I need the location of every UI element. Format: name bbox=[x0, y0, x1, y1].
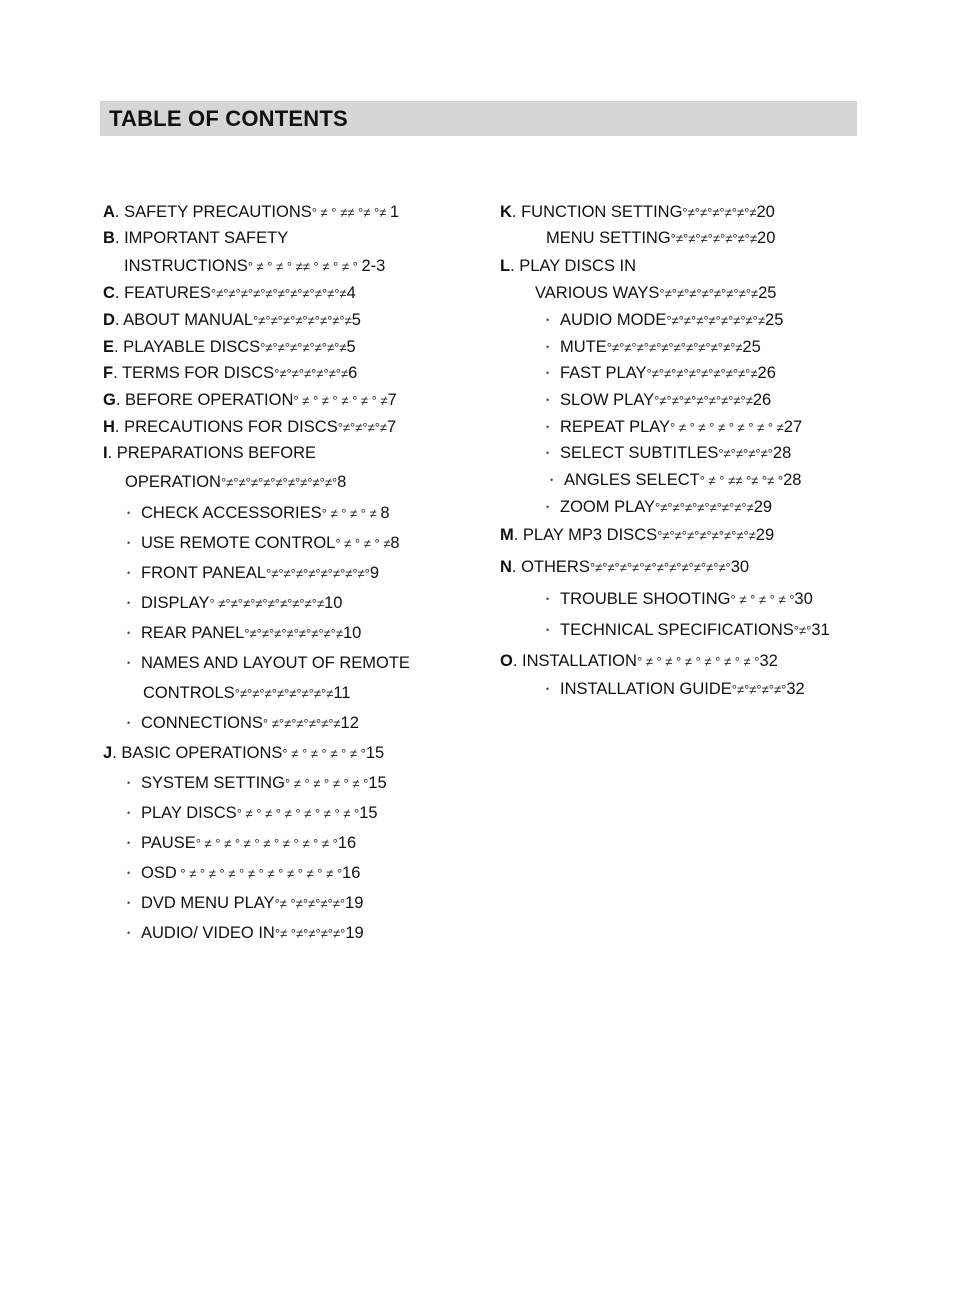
entry-title: . TERMS FOR DISCS bbox=[113, 364, 275, 382]
page-number: 25 bbox=[742, 338, 761, 356]
page-number: 27 bbox=[783, 418, 803, 436]
toc-entry bbox=[127, 863, 360, 884]
bullet-icon: • bbox=[127, 838, 131, 848]
dot-leader: °≠°≠°≠°≠°≠°≠°≠°≠ bbox=[234, 686, 334, 701]
page-number: 30 bbox=[794, 590, 813, 608]
entry-title: DVD MENU PLAY bbox=[141, 894, 275, 912]
toc-entry bbox=[103, 228, 288, 248]
entry-title: CONTROLS bbox=[143, 684, 235, 702]
page-number: 31 bbox=[811, 621, 830, 639]
entry-title: SYSTEM SETTING bbox=[141, 774, 285, 792]
toc-entry bbox=[127, 803, 378, 824]
dot-leader: °≠°≠°≠°≠°≠°≠°≠°≠ bbox=[654, 393, 753, 408]
page-number: 15 bbox=[365, 744, 385, 762]
entry-title: PAUSE bbox=[141, 834, 196, 852]
entry-title: OSD bbox=[141, 864, 177, 882]
page-number: 19 bbox=[345, 894, 364, 912]
dot-leader: ° ≠ ° ≠ ° ≠ ° ≠ ° ≠ ° ≠ bbox=[670, 420, 784, 435]
entry-title: . IMPORTANT SAFETY bbox=[114, 229, 289, 247]
page-number: 10 bbox=[324, 594, 343, 612]
toc-entry bbox=[546, 679, 805, 700]
dot-leader: °≠°≠°≠°≠° bbox=[731, 682, 787, 697]
section-letter: H bbox=[103, 418, 115, 436]
dot-leader: °≠°≠°≠°≠°≠°≠°≠°≠°≠°≠°≠° bbox=[589, 560, 731, 575]
entry-title: . OTHERS bbox=[511, 558, 590, 576]
bullet-icon: • bbox=[127, 568, 131, 578]
toc-entry bbox=[127, 923, 364, 944]
dot-leader: °≠°≠°≠°≠°≠°≠°≠°≠°≠°≠°≠ bbox=[606, 340, 743, 355]
toc-entry bbox=[500, 525, 774, 546]
entry-title: MUTE bbox=[560, 338, 607, 356]
page-number: 29 bbox=[755, 526, 775, 544]
toc-entry bbox=[500, 651, 778, 672]
page-number: 25 bbox=[765, 311, 784, 329]
dot-leader: °≠°≠°≠°≠ bbox=[337, 420, 388, 435]
section-letter: F bbox=[103, 364, 114, 382]
dot-leader: °≠°≠°≠°≠°≠°≠°≠°≠°≠° bbox=[220, 475, 338, 490]
toc-entry bbox=[103, 443, 316, 463]
page-number: 30 bbox=[730, 558, 750, 576]
entry-title: AUDIO MODE bbox=[560, 311, 667, 329]
toc-entry bbox=[546, 620, 830, 641]
entry-title: NAMES AND LAYOUT OF REMOTE bbox=[141, 654, 410, 672]
page-number: 4 bbox=[346, 284, 356, 302]
entry-title: . SAFETY PRECAUTIONS bbox=[114, 203, 312, 221]
page-number: 5 bbox=[351, 311, 361, 329]
page-number: 25 bbox=[758, 284, 777, 302]
bullet-icon: • bbox=[546, 395, 550, 405]
dot-leader: ° ≠°≠°≠°≠°≠°≠ bbox=[262, 716, 341, 731]
entry-title: USE REMOTE CONTROL bbox=[141, 534, 336, 552]
entry-title: . FUNCTION SETTING bbox=[511, 203, 683, 221]
toc-entry bbox=[143, 683, 351, 704]
page-number: 32 bbox=[786, 680, 805, 698]
toc-entry bbox=[127, 653, 410, 673]
page-number: 5 bbox=[346, 338, 356, 356]
page-number: 8 bbox=[390, 534, 400, 552]
toc-entry bbox=[103, 390, 397, 411]
dot-leader: ° ≠ ° ≠ ° ≠ ° ≠ ° ≠ bbox=[293, 393, 388, 408]
dot-leader: °≠°≠°≠°≠°≠°≠°≠°≠ bbox=[253, 313, 352, 328]
header-bar bbox=[100, 101, 857, 136]
toc-entry bbox=[500, 256, 636, 276]
entry-title: ANGLES SELECT bbox=[564, 471, 700, 489]
section-letter: B bbox=[103, 229, 115, 247]
bullet-icon: • bbox=[546, 368, 550, 378]
dot-leader: ° ≠ ° ≠ ° ≠ ° bbox=[730, 592, 795, 607]
dot-leader: °≠°≠°≠°≠°≠°≠°≠°≠ bbox=[657, 528, 756, 543]
dot-leader: ° ≠ ° ≠ ° ≠ ° ≠ ° ≠ ° ≠ ° bbox=[636, 654, 760, 669]
section-letter: K bbox=[500, 203, 512, 221]
dot-leader: °≠°≠°≠°≠°≠°≠ bbox=[682, 205, 757, 220]
entry-title: SLOW PLAY bbox=[560, 391, 655, 409]
section-letter: G bbox=[103, 391, 116, 409]
toc-entry bbox=[124, 256, 385, 277]
bullet-icon: • bbox=[546, 422, 550, 432]
entry-title: VARIOUS WAYS bbox=[535, 284, 660, 302]
dot-leader: °≠ °≠°≠°≠°≠° bbox=[274, 926, 346, 941]
toc-entry bbox=[546, 363, 776, 384]
page-number: 1 bbox=[389, 203, 400, 221]
toc-entry bbox=[546, 310, 783, 331]
bullet-icon: • bbox=[127, 508, 131, 518]
dot-leader: ° ≠ ° ≠ ° ≠ ° ≠ ° ≠ ° ≠ ° ≠ ° ≠ ° bbox=[176, 866, 343, 881]
dot-leader: °≠°≠°≠°≠°≠°≠ bbox=[274, 366, 349, 381]
bullet-icon: • bbox=[546, 502, 550, 512]
dot-leader: ° ≠ ° ≠≠ °≠ °≠ ° bbox=[699, 473, 784, 488]
toc-entry bbox=[103, 310, 361, 331]
bullet-icon: • bbox=[546, 684, 550, 694]
bullet-icon: • bbox=[546, 625, 550, 635]
toc-entry bbox=[127, 893, 363, 914]
dot-leader: °≠°≠°≠°≠°≠°≠°≠ bbox=[670, 231, 758, 246]
section-letter: J bbox=[103, 744, 113, 762]
page-number: 16 bbox=[337, 834, 357, 852]
page-title: TABLE OF CONTENTS bbox=[109, 106, 348, 131]
dot-leader: °≠°≠°≠°≠°≠°≠°≠°≠ bbox=[666, 313, 766, 328]
section-letter: E bbox=[103, 338, 115, 356]
dot-leader: ° ≠ ° ≠ ° ≠≠ ° ≠ ° ≠ ° bbox=[247, 259, 362, 274]
entry-title: . INSTALLATION bbox=[512, 652, 637, 670]
toc-entry bbox=[546, 337, 761, 358]
entry-title: AUDIO/ VIDEO IN bbox=[141, 924, 275, 942]
entry-title: . PREPARATIONS BEFORE bbox=[107, 444, 317, 462]
toc-entry bbox=[500, 557, 749, 578]
page-number: 26 bbox=[752, 391, 772, 409]
entry-title: INSTRUCTIONS bbox=[124, 257, 248, 275]
bullet-icon: • bbox=[127, 628, 131, 638]
page-number: 12 bbox=[340, 714, 359, 732]
dot-leader: °≠°≠°≠°≠°≠°≠°≠°≠°≠ bbox=[646, 366, 758, 381]
page-number: 19 bbox=[345, 924, 364, 942]
page-number: 20 bbox=[756, 203, 775, 221]
section-letter: I bbox=[103, 444, 108, 462]
dot-leader: °≠°≠°≠°≠°≠°≠°≠ bbox=[260, 340, 347, 355]
entry-title: PLAY DISCS bbox=[141, 804, 237, 822]
toc-entry bbox=[546, 589, 813, 610]
page-number: 32 bbox=[759, 652, 778, 670]
page-number: 2-3 bbox=[361, 257, 386, 275]
dot-leader: ° ≠ ° ≠ ° ≠ ° ≠ ° bbox=[282, 746, 366, 761]
bullet-icon: • bbox=[127, 868, 131, 878]
entry-title: SELECT SUBTITLES bbox=[560, 444, 719, 462]
bullet-icon: • bbox=[127, 658, 131, 668]
toc-entry bbox=[125, 472, 346, 493]
entry-title: . PRECAUTIONS FOR DISCS bbox=[114, 418, 338, 436]
entry-title: TROUBLE SHOOTING bbox=[560, 590, 731, 608]
bullet-icon: • bbox=[546, 448, 550, 458]
page-number: 28 bbox=[772, 444, 792, 462]
toc-entry bbox=[546, 443, 791, 464]
page-number: 16 bbox=[342, 864, 361, 882]
toc-entry bbox=[127, 773, 387, 794]
toc-entry bbox=[127, 623, 361, 644]
page-number: 26 bbox=[757, 364, 776, 382]
page-number: 6 bbox=[348, 364, 358, 382]
toc-entry bbox=[550, 470, 801, 491]
page-number: 28 bbox=[783, 471, 802, 489]
dot-leader: °≠°≠°≠°≠°≠°≠°≠°≠ bbox=[244, 626, 343, 641]
section-letter: D bbox=[103, 311, 115, 329]
dot-leader: °≠° bbox=[793, 623, 812, 638]
page-number: 9 bbox=[369, 564, 380, 582]
dot-leader: ° ≠ ° ≠ ° ≠ ° ≠ ° ≠ ° ≠ ° ≠ ° bbox=[195, 836, 338, 851]
entry-title: FRONT PANEAL bbox=[141, 564, 266, 582]
page-number: 8 bbox=[337, 473, 347, 491]
section-letter: C bbox=[103, 284, 115, 302]
dot-leader: ° ≠ ° ≠ ° ≠ bbox=[321, 506, 381, 521]
entry-title: . BEFORE OPERATION bbox=[115, 391, 294, 409]
toc-entry bbox=[103, 283, 356, 304]
toc-entry bbox=[500, 202, 775, 223]
toc-entry bbox=[103, 743, 384, 764]
dot-leader: °≠°≠°≠°≠° bbox=[718, 446, 773, 461]
dot-leader: °≠°≠°≠°≠°≠°≠°≠°≠°≠°≠°≠ bbox=[210, 286, 347, 301]
toc-entry bbox=[127, 593, 342, 614]
dot-leader: ° ≠ ° ≠ ° ≠ ° ≠ ° ≠ ° ≠ ° bbox=[236, 806, 360, 821]
entry-title: . PLAY DISCS IN bbox=[510, 257, 637, 275]
bullet-icon: • bbox=[127, 898, 131, 908]
toc-entry bbox=[127, 503, 390, 524]
bullet-icon: • bbox=[127, 538, 131, 548]
entry-title: INSTALLATION GUIDE bbox=[560, 680, 732, 698]
entry-title: CHECK ACCESSORIES bbox=[141, 504, 322, 522]
toc-entry bbox=[546, 228, 775, 249]
page-number: 11 bbox=[333, 684, 351, 702]
entry-title: MENU SETTING bbox=[546, 229, 671, 247]
toc-entry bbox=[546, 390, 771, 411]
toc-entry bbox=[127, 833, 356, 854]
page-number: 7 bbox=[387, 391, 397, 409]
bullet-icon: • bbox=[546, 342, 550, 352]
entry-title: REAR PANEL bbox=[141, 624, 245, 642]
toc-entry bbox=[546, 417, 802, 438]
entry-title: . PLAYABLE DISCS bbox=[114, 338, 261, 356]
page-number: 15 bbox=[359, 804, 378, 822]
page-number: 15 bbox=[368, 774, 387, 792]
section-letter: L bbox=[500, 257, 511, 275]
entry-title: TECHNICAL SPECIFICATIONS bbox=[560, 621, 794, 639]
section-letter: N bbox=[500, 558, 512, 576]
toc-entry bbox=[103, 202, 399, 223]
dot-leader: ° ≠ ° ≠ ° ≠ ° ≠ ° bbox=[284, 776, 369, 791]
bullet-icon: • bbox=[550, 475, 554, 485]
toc-entry bbox=[103, 417, 396, 438]
section-letter: M bbox=[500, 526, 514, 544]
entry-title: . ABOUT MANUAL bbox=[114, 311, 254, 329]
section-letter: O bbox=[500, 652, 513, 670]
section-letter: A bbox=[103, 203, 115, 221]
entry-title: CONNECTIONS bbox=[141, 714, 263, 732]
toc-entry bbox=[127, 563, 379, 584]
dot-leader: °≠ °≠°≠°≠°≠° bbox=[274, 896, 346, 911]
dot-leader: °≠°≠°≠°≠°≠°≠°≠°≠° bbox=[266, 566, 370, 581]
dot-leader: °≠°≠°≠°≠°≠°≠°≠°≠ bbox=[659, 286, 759, 301]
bullet-icon: • bbox=[127, 928, 131, 938]
toc-entry bbox=[127, 533, 400, 554]
page-number: 20 bbox=[757, 229, 776, 247]
bullet-icon: • bbox=[127, 808, 131, 818]
page-number: 10 bbox=[342, 624, 362, 642]
toc-entry bbox=[546, 497, 772, 518]
entry-title: OPERATION bbox=[125, 473, 221, 491]
dot-leader: °≠°≠°≠°≠°≠°≠°≠°≠ bbox=[655, 500, 754, 515]
entry-title: . PLAY MP3 DISCS bbox=[513, 526, 658, 544]
toc-entry bbox=[535, 283, 776, 304]
page-number: 29 bbox=[753, 498, 773, 516]
entry-title: ZOOM PLAY bbox=[560, 498, 656, 516]
bullet-icon: • bbox=[546, 315, 550, 325]
toc-entry bbox=[103, 337, 356, 358]
dot-leader: ° ≠ ° ≠ ° ≠ bbox=[335, 536, 391, 551]
entry-title: FAST PLAY bbox=[560, 364, 647, 382]
bullet-icon: • bbox=[127, 598, 131, 608]
entry-title: . BASIC OPERATIONS bbox=[112, 744, 283, 762]
page-number: 7 bbox=[387, 418, 397, 436]
bullet-icon: • bbox=[127, 778, 131, 788]
toc-entry bbox=[127, 713, 359, 734]
entry-title: DISPLAY bbox=[141, 594, 210, 612]
page-number: 8 bbox=[380, 504, 390, 522]
dot-leader: ° ≠°≠°≠°≠°≠°≠°≠°≠°≠ bbox=[209, 596, 325, 611]
bullet-icon: • bbox=[546, 594, 550, 604]
entry-title: REPEAT PLAY bbox=[560, 418, 671, 436]
bullet-icon: • bbox=[127, 718, 131, 728]
entry-title: . FEATURES bbox=[114, 284, 211, 302]
toc-entry bbox=[103, 363, 357, 384]
dot-leader: ° ≠ ° ≠≠ °≠ °≠ bbox=[311, 205, 390, 220]
